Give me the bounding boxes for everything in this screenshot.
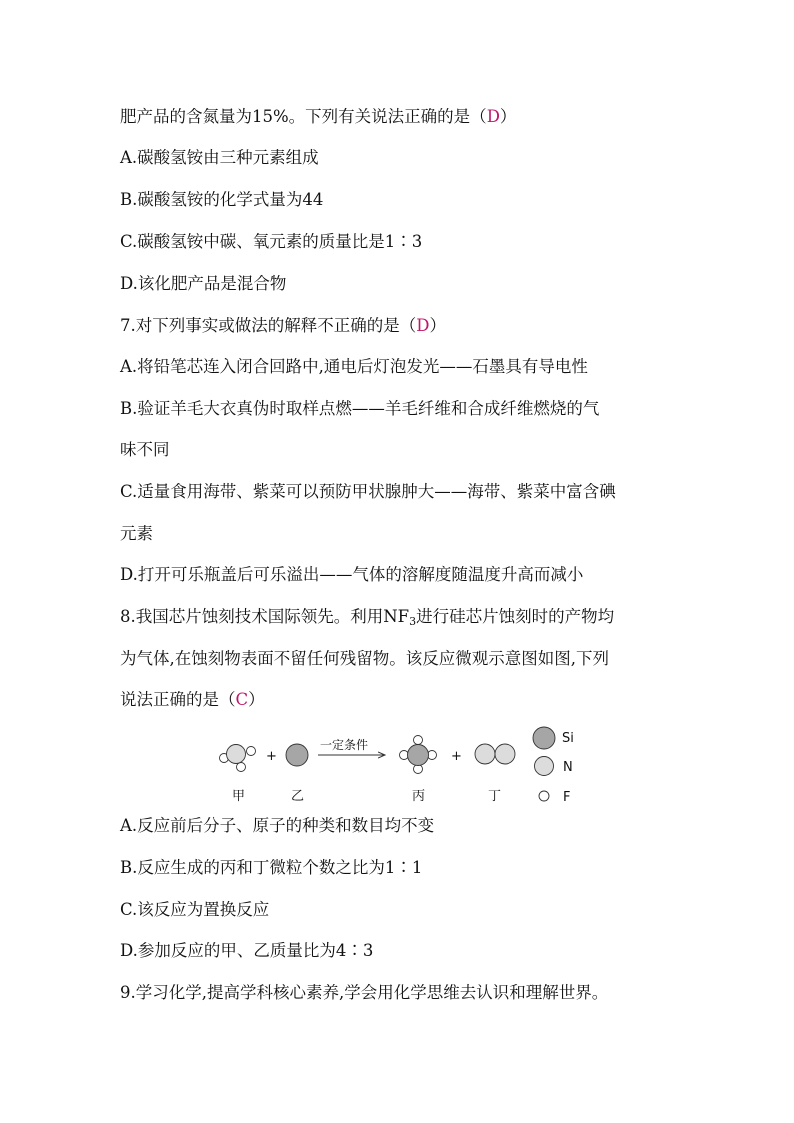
molecule-ding bbox=[475, 744, 515, 764]
q8-stem-3: 说法正确的是（C） bbox=[120, 690, 265, 709]
q7-stem: 7.对下列事实或做法的解释不正确的是（D） bbox=[120, 316, 446, 335]
q6-option-c: C.碳酸氢铵中碳、氧元素的质量比是1∶3 bbox=[120, 232, 423, 251]
q6-answer: D bbox=[486, 107, 500, 126]
f-atom bbox=[414, 736, 423, 745]
legend-f-icon bbox=[539, 791, 549, 801]
si-atom bbox=[408, 745, 429, 766]
q7-answer: D bbox=[416, 316, 430, 335]
q7-option-c-cont: 元素 bbox=[120, 524, 153, 543]
arrow-label: 一定条件 bbox=[320, 738, 369, 752]
n-atom bbox=[227, 745, 246, 764]
legend-n-label: N bbox=[563, 760, 573, 775]
atom-legend bbox=[533, 727, 574, 805]
q8-option-c: C.该反应为置换反应 bbox=[120, 900, 270, 919]
label-ding: 丁 bbox=[488, 789, 502, 804]
f-atom bbox=[247, 747, 256, 756]
plus-sign-2: + bbox=[451, 749, 462, 764]
q7-option-c: C.适量食用海带、紫菜可以预防甲状腺肿大——海带、紫菜中富含碘 bbox=[120, 482, 616, 501]
molecule-jia bbox=[220, 745, 256, 772]
label-yi: 乙 bbox=[291, 789, 305, 804]
q6-option-d: D.该化肥产品是混合物 bbox=[120, 274, 287, 293]
q7-option-b: B.验证羊毛大衣真伪时取样点燃——羊毛纤维和合成纤维燃烧的气 bbox=[120, 399, 600, 418]
q6-stem-line: 肥产品的含氮量为15%。下列有关说法正确的是（D） bbox=[120, 107, 517, 126]
q6-option-a: A.碳酸氢铵由三种元素组成 bbox=[120, 148, 319, 167]
q8-option-a: A.反应前后分子、原子的种类和数目均不变 bbox=[120, 816, 435, 835]
q7-option-d: D.打开可乐瓶盖后可乐溢出——气体的溶解度随温度升高而减小 bbox=[120, 565, 584, 584]
molecule-bing bbox=[400, 736, 437, 774]
label-jia: 甲 bbox=[232, 789, 246, 804]
reaction-diagram bbox=[210, 718, 590, 808]
n-atom bbox=[495, 744, 515, 764]
label-bing: 丙 bbox=[412, 789, 426, 804]
legend-si-icon bbox=[533, 727, 555, 749]
q8-option-b: B.反应生成的丙和丁微粒个数之比为1∶1 bbox=[120, 858, 423, 877]
legend-n-icon bbox=[535, 757, 554, 776]
q8-stem-1: 8.我国芯片蚀刻技术国际领先。利用$NF_3$进行硅芯片蚀刻时的产物均 bbox=[120, 607, 615, 628]
plus-sign-1: + bbox=[266, 749, 277, 764]
q8-answer: C bbox=[235, 690, 249, 709]
molecule-yi-si-atom bbox=[286, 744, 308, 766]
legend-f-label: F bbox=[563, 790, 571, 805]
q7-option-a: A.将铅笔芯连入闭合回路中,通电后灯泡发光——石墨具有导电性 bbox=[120, 357, 588, 376]
q7-option-b-cont: 味不同 bbox=[120, 440, 170, 459]
q8-stem-2: 为气体,在蚀刻物表面不留任何残留物。该反应微观示意图如图,下列 bbox=[120, 649, 609, 668]
q9-stem: 9.学习化学,提高学科核心素养,学会用化学思维去认识和理解世界。 bbox=[120, 983, 609, 1002]
f-atom bbox=[237, 763, 246, 772]
q6-option-b: B.碳酸氢铵的化学式量为44 bbox=[120, 190, 324, 209]
n-atom bbox=[475, 744, 495, 764]
q8-option-d: D.参加反应的甲、乙质量比为4∶3 bbox=[120, 941, 374, 960]
legend-si-label: Si bbox=[562, 731, 574, 746]
